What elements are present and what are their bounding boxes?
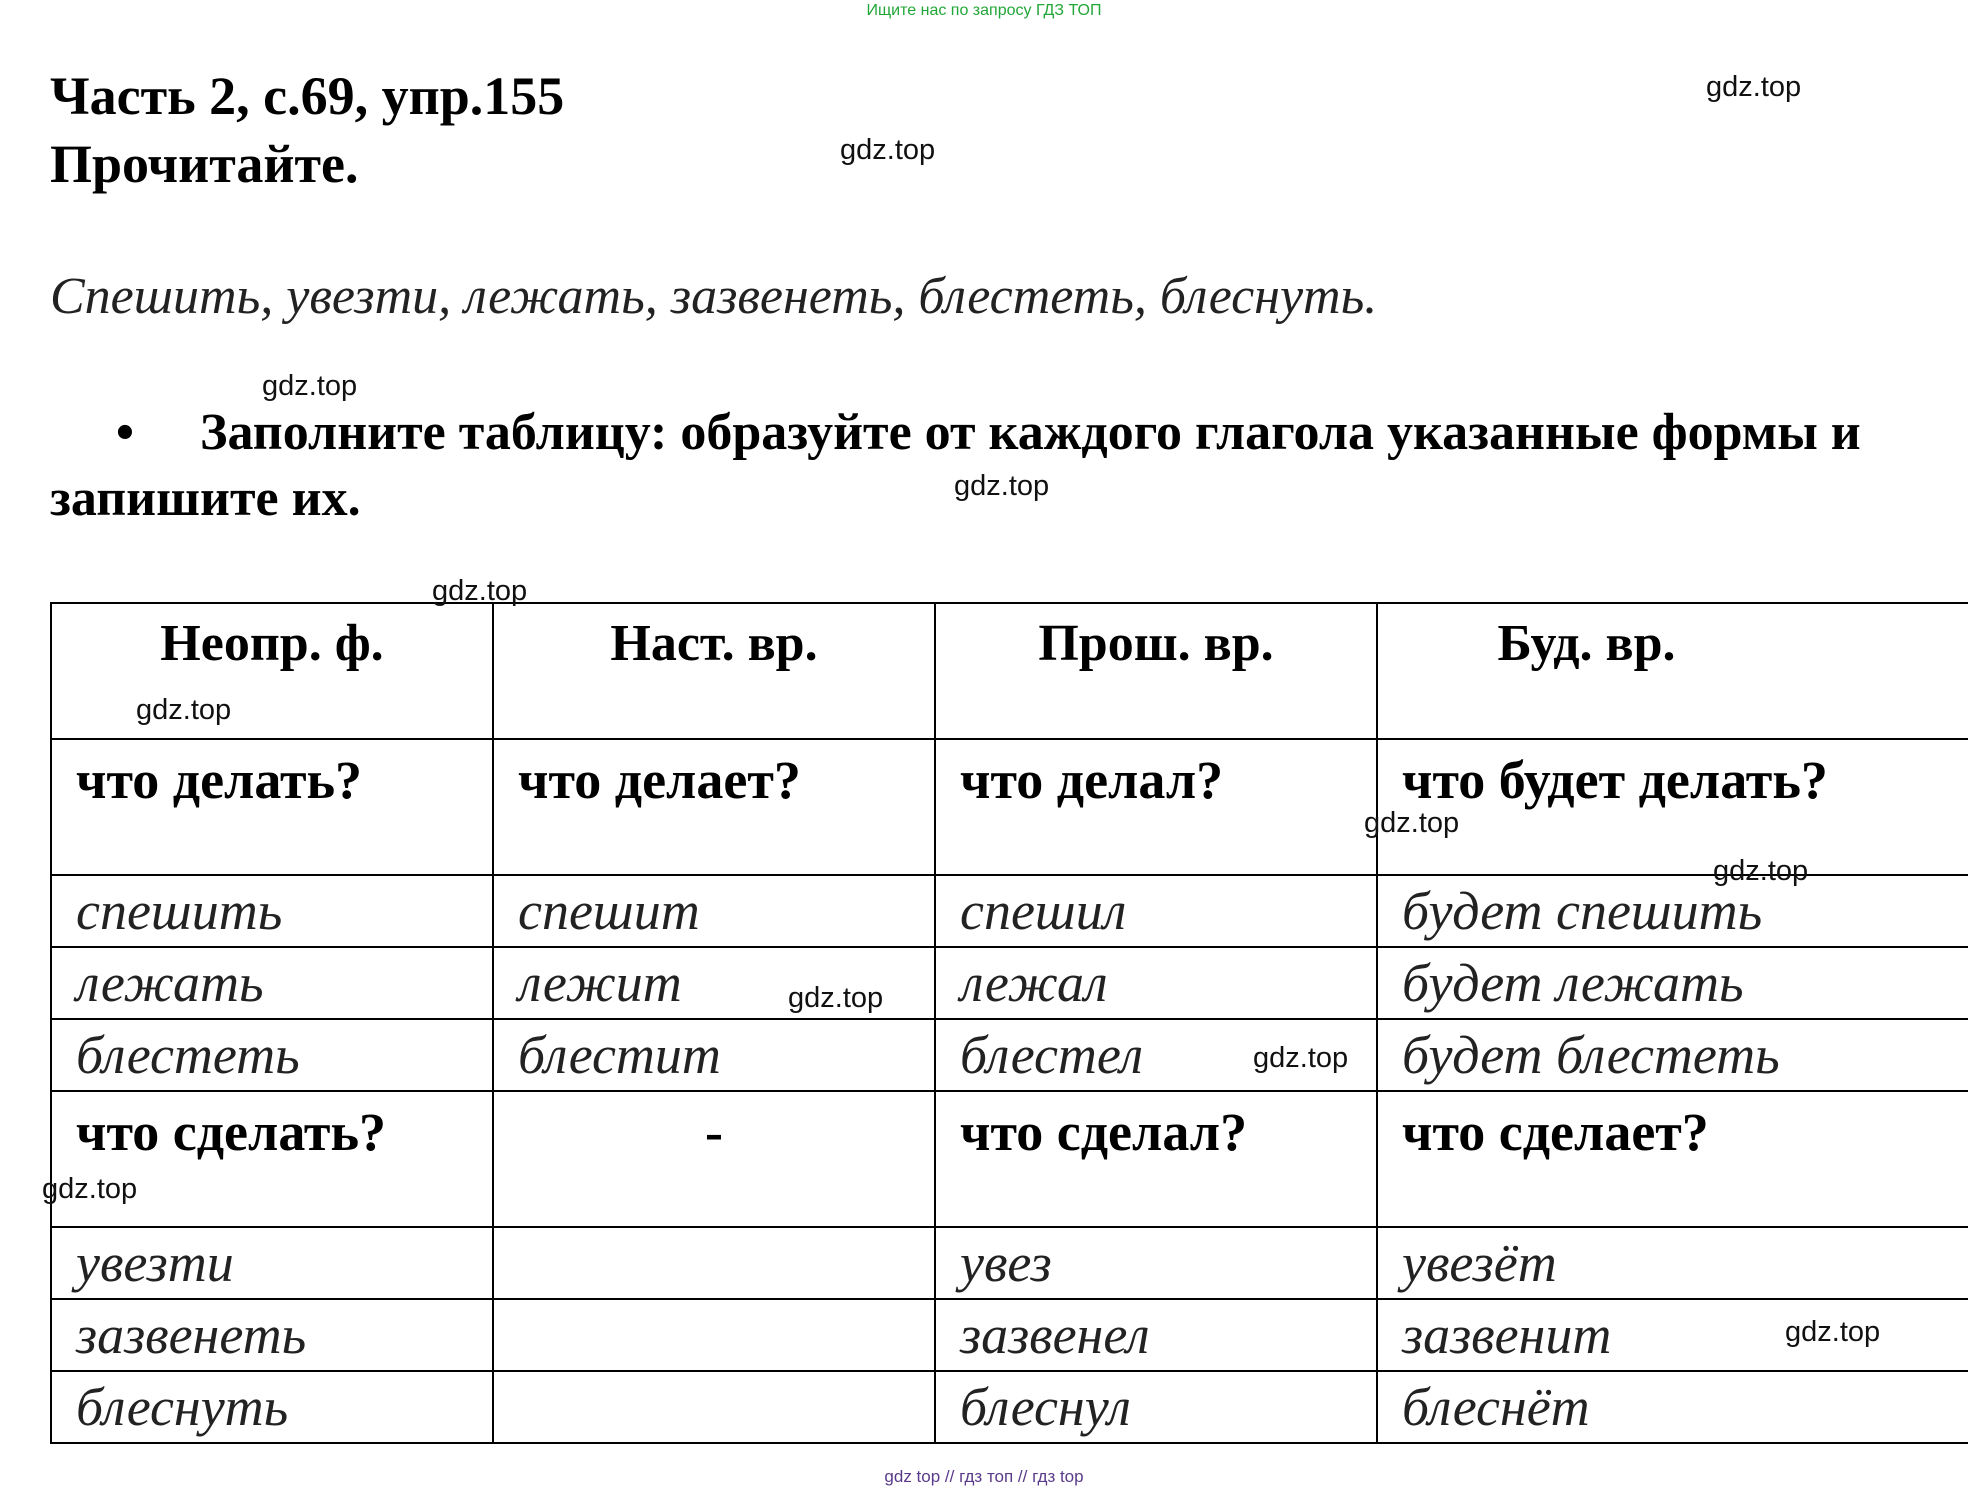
table-cell — [493, 1299, 935, 1371]
bullet-icon: • — [115, 404, 135, 461]
question-cell-dash: - — [493, 1091, 935, 1227]
table-cell — [493, 1227, 935, 1299]
question-row-perfective — [51, 1091, 1968, 1227]
watermark: gdz.top — [432, 575, 528, 607]
table-cell — [493, 1371, 935, 1443]
top-banner: Ищите нас по запросу ГДЗ ТОП — [866, 2, 1102, 19]
watermark: gdz.top — [1785, 1316, 1881, 1348]
table-cell: спешит — [493, 875, 935, 947]
question-cell: что делать? — [51, 739, 493, 875]
table-row — [51, 1227, 1968, 1299]
table-cell: блестит — [493, 1019, 935, 1091]
table-row — [51, 875, 1968, 947]
question-cell: что делал? — [935, 739, 1377, 875]
table-cell: спешить — [51, 875, 493, 947]
watermark: gdz.top — [42, 1173, 138, 1205]
watermark: gdz.top — [840, 134, 936, 166]
header-infinitive: Неопр. ф. — [51, 603, 493, 739]
table-row — [51, 1371, 1968, 1443]
question-row-imperfective — [51, 739, 1968, 875]
watermark: gdz.top — [954, 470, 1050, 502]
watermark: gdz.top — [1364, 807, 1460, 839]
watermark: gdz.top — [1713, 855, 1809, 887]
table-header-row — [51, 603, 1968, 739]
question-cell: что сделает? — [1377, 1091, 1968, 1227]
table-cell: блеснёт — [1377, 1371, 1968, 1443]
title-line-1: Часть 2, с.69, упр.155 — [50, 66, 565, 126]
table-cell: зазвенел — [935, 1299, 1377, 1371]
task-instruction — [50, 400, 1930, 532]
table-cell: зазвенеть — [51, 1299, 493, 1371]
table-cell: лежал — [935, 947, 1377, 1019]
question-cell: что делает? — [493, 739, 935, 875]
table-cell: будет блестеть — [1377, 1019, 1968, 1091]
watermark: gdz.top — [1706, 71, 1802, 103]
question-cell: что сделал? — [935, 1091, 1377, 1227]
verbs-line: Спешить, увезти, лежать, зазвенеть, блестеть, блеснуть. — [50, 268, 1378, 325]
title-line-2: Прочитайте. — [50, 134, 359, 194]
table-cell: увезти — [51, 1227, 493, 1299]
watermark: gdz.top — [1253, 1042, 1349, 1074]
table-row — [51, 1019, 1968, 1091]
page-title — [50, 62, 564, 198]
question-cell: что будет делать? — [1377, 739, 1968, 875]
question-cell: что сделать? — [51, 1091, 493, 1227]
watermark: gdz.top — [262, 370, 358, 402]
table-cell: блеснуть — [51, 1371, 493, 1443]
table-cell: лежать — [51, 947, 493, 1019]
header-present: Наст. вр. — [493, 603, 935, 739]
table-row — [51, 947, 1968, 1019]
verb-forms-table — [50, 602, 1968, 1444]
table-cell: лежит — [493, 947, 935, 1019]
table-cell: будет лежать — [1377, 947, 1968, 1019]
table-cell: увез — [935, 1227, 1377, 1299]
table-cell: блестел — [935, 1019, 1377, 1091]
task-text: Заполните таблицу: образуйте от каждого глагола указанные формы и запишите их. — [50, 404, 1861, 527]
table-cell: спешил — [935, 875, 1377, 947]
table-cell: увезёт — [1377, 1227, 1968, 1299]
header-future: Буд. вр. — [1377, 603, 1968, 739]
table-row — [51, 1299, 1968, 1371]
table-cell: зазвенит — [1377, 1299, 1968, 1371]
table-cell: будет спешить — [1377, 875, 1968, 947]
footer: gdz top // гдз топ // гдз top — [884, 1467, 1084, 1486]
header-past: Прош. вр. — [935, 603, 1377, 739]
table-cell: блеснул — [935, 1371, 1377, 1443]
watermark: gdz.top — [788, 982, 884, 1014]
watermark: gdz.top — [136, 694, 232, 726]
table-cell: блестеть — [51, 1019, 493, 1091]
